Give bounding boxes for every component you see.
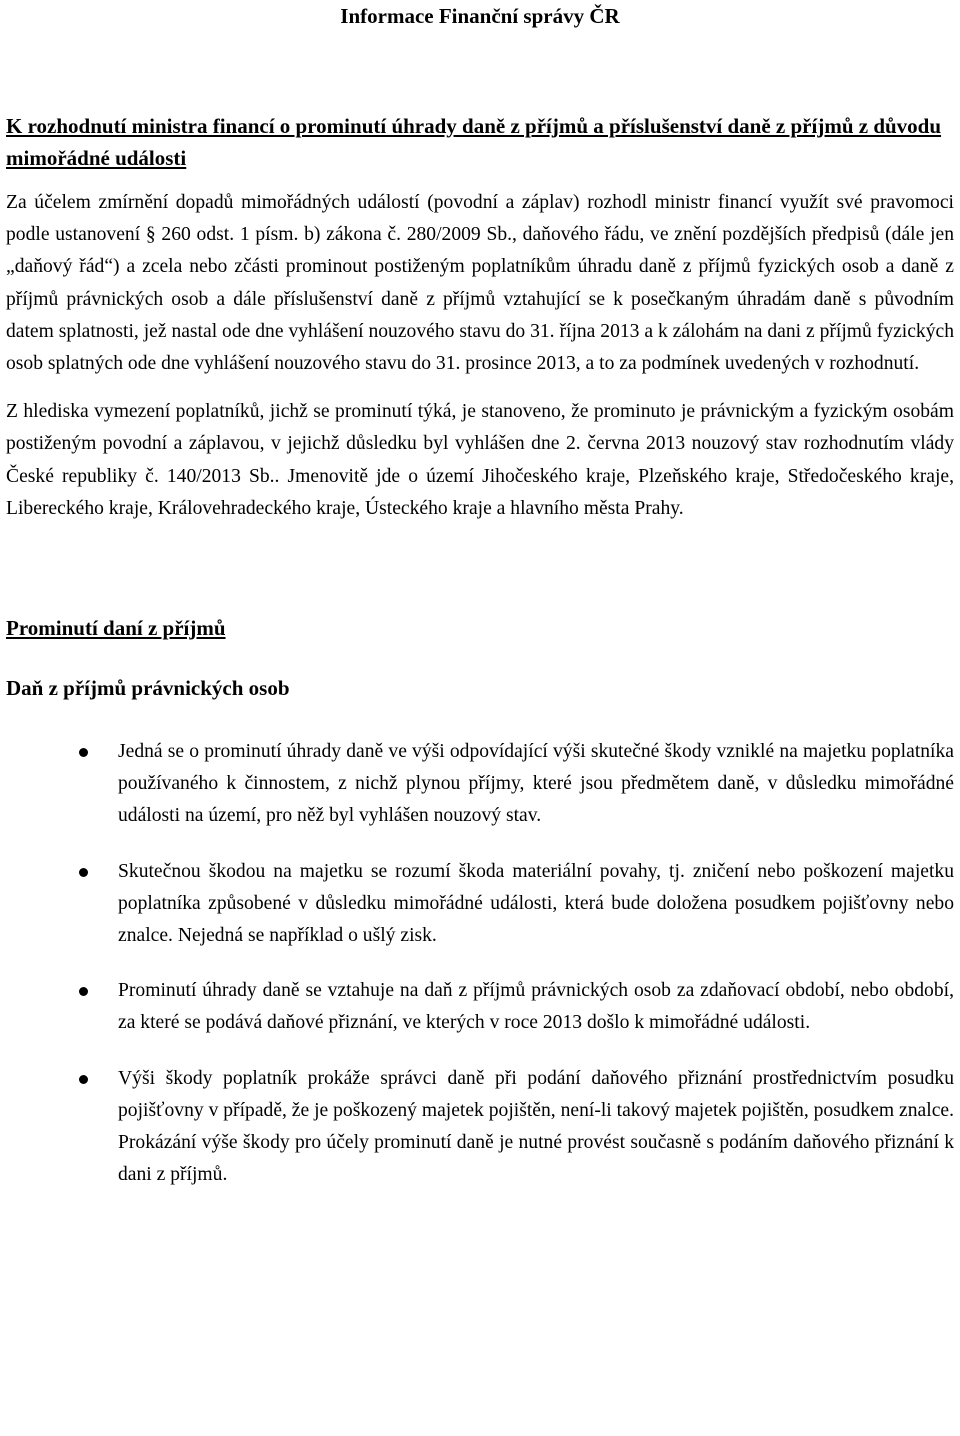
list-item-text: Prominutí úhrady daně se vztahuje na daň z příjmů právnických osob za zdaňovací období, nebo období, za které se podává daňové přiznání, ve kterých v roce 2013 došlo k mimořádné události. <box>118 980 954 1034</box>
article-heading: K rozhodnutí ministra financí o prominutí úhrady daně z příjmů a příslušenství daně z příjmů z důvodu mimořádné události <box>6 114 942 170</box>
bullet-icon <box>79 987 88 996</box>
list-item-text: Jedná se o prominutí úhrady daně ve výši odpovídající výši skutečné škody vzniklé na majetku poplatníka používaného k činnostem, z nichž plynou příjmy, které jsou předmětem daně, v důsledku mimořádné události na území, pro něž byl vyhlášen nouzový stav. <box>118 741 954 827</box>
scope-paragraph: Z hlediska vymezení poplatníků, jichž se prominutí týká, je stanoveno, že prominuto je právnickým a fyzickým osobám postiženým povodní a záplavou, v jejichž důsledku byl vyhlášen dne 2. června 2013 nouzový stav rozhodnutím vlády České republiky č. 140/2013 Sb.. Jmenovitě jde o území Jihočeského kraje, Plzeňského kraje, Středočeského kraje, Libereckého kraje, Královehradeckého kraje, Ústeckého kraje a hlavního města Prahy. <box>6 401 954 519</box>
document-page <box>6 0 954 1191</box>
bullet-list <box>6 736 954 1191</box>
list-item-text: Výši škody poplatník prokáže správci daně při podání daňového přiznání prostřednictvím posudku pojišťovny v případě, že je poškozený majetek pojištěn, není-li takový majetek pojištěn, posudkem znalce. Prokázání výše škody pro účely prominutí daně je nutné provést současně s podáním daňového přiznání k dani z příjmů. <box>118 1067 954 1186</box>
list-item <box>6 736 954 833</box>
bullet-icon <box>79 748 88 757</box>
bullet-icon <box>79 1075 88 1084</box>
list-item-text: Skutečnou škodou na majetku se rozumí škoda materiální povahy, tj. zničení nebo poškození majetku poplatníka způsobené v důsledku mimořádné události, která bude doložena posudkem pojišťovny nebo znalce. Nejedná se například o ušlý zisk. <box>118 860 954 947</box>
bullet-icon <box>79 868 88 877</box>
intro-paragraph: Za účelem zmírnění dopadů mimořádných událostí (povodní a záplav) rozhodl ministr financí využít své pravomoci podle ustanovení § 260 odst. 1 písm. b) zákona č. 280/2009 Sb., daňového řádu, ve znění pozdějších předpisů (dále jen „daňový řád“) a zcela nebo zčásti prominout postiženým poplatníkům úhradu daně z příjmů fyzických osob a daně z příjmů právnických osob a dále příslušenství daně z příjmů vztahující se k posečkaným úhradám daně s původním datem splatnosti, jež nastal ode dne vyhlášení nouzového stavu do 31. října 2013 a k zálohám na dani z příjmů fyzických osob splatných ode dne vyhlášení nouzového stavu do 31. prosince 2013, a to za podmínek uvedených v rozhodnutí. <box>6 192 954 375</box>
document-title: Informace Finanční správy ČR <box>340 4 620 28</box>
list-item <box>6 975 954 1039</box>
sub-heading: Daň z příjmů právnických osob <box>6 676 290 701</box>
list-item <box>6 856 954 953</box>
list-item <box>6 1063 954 1192</box>
section-heading: Prominutí daní z příjmů <box>6 616 226 641</box>
